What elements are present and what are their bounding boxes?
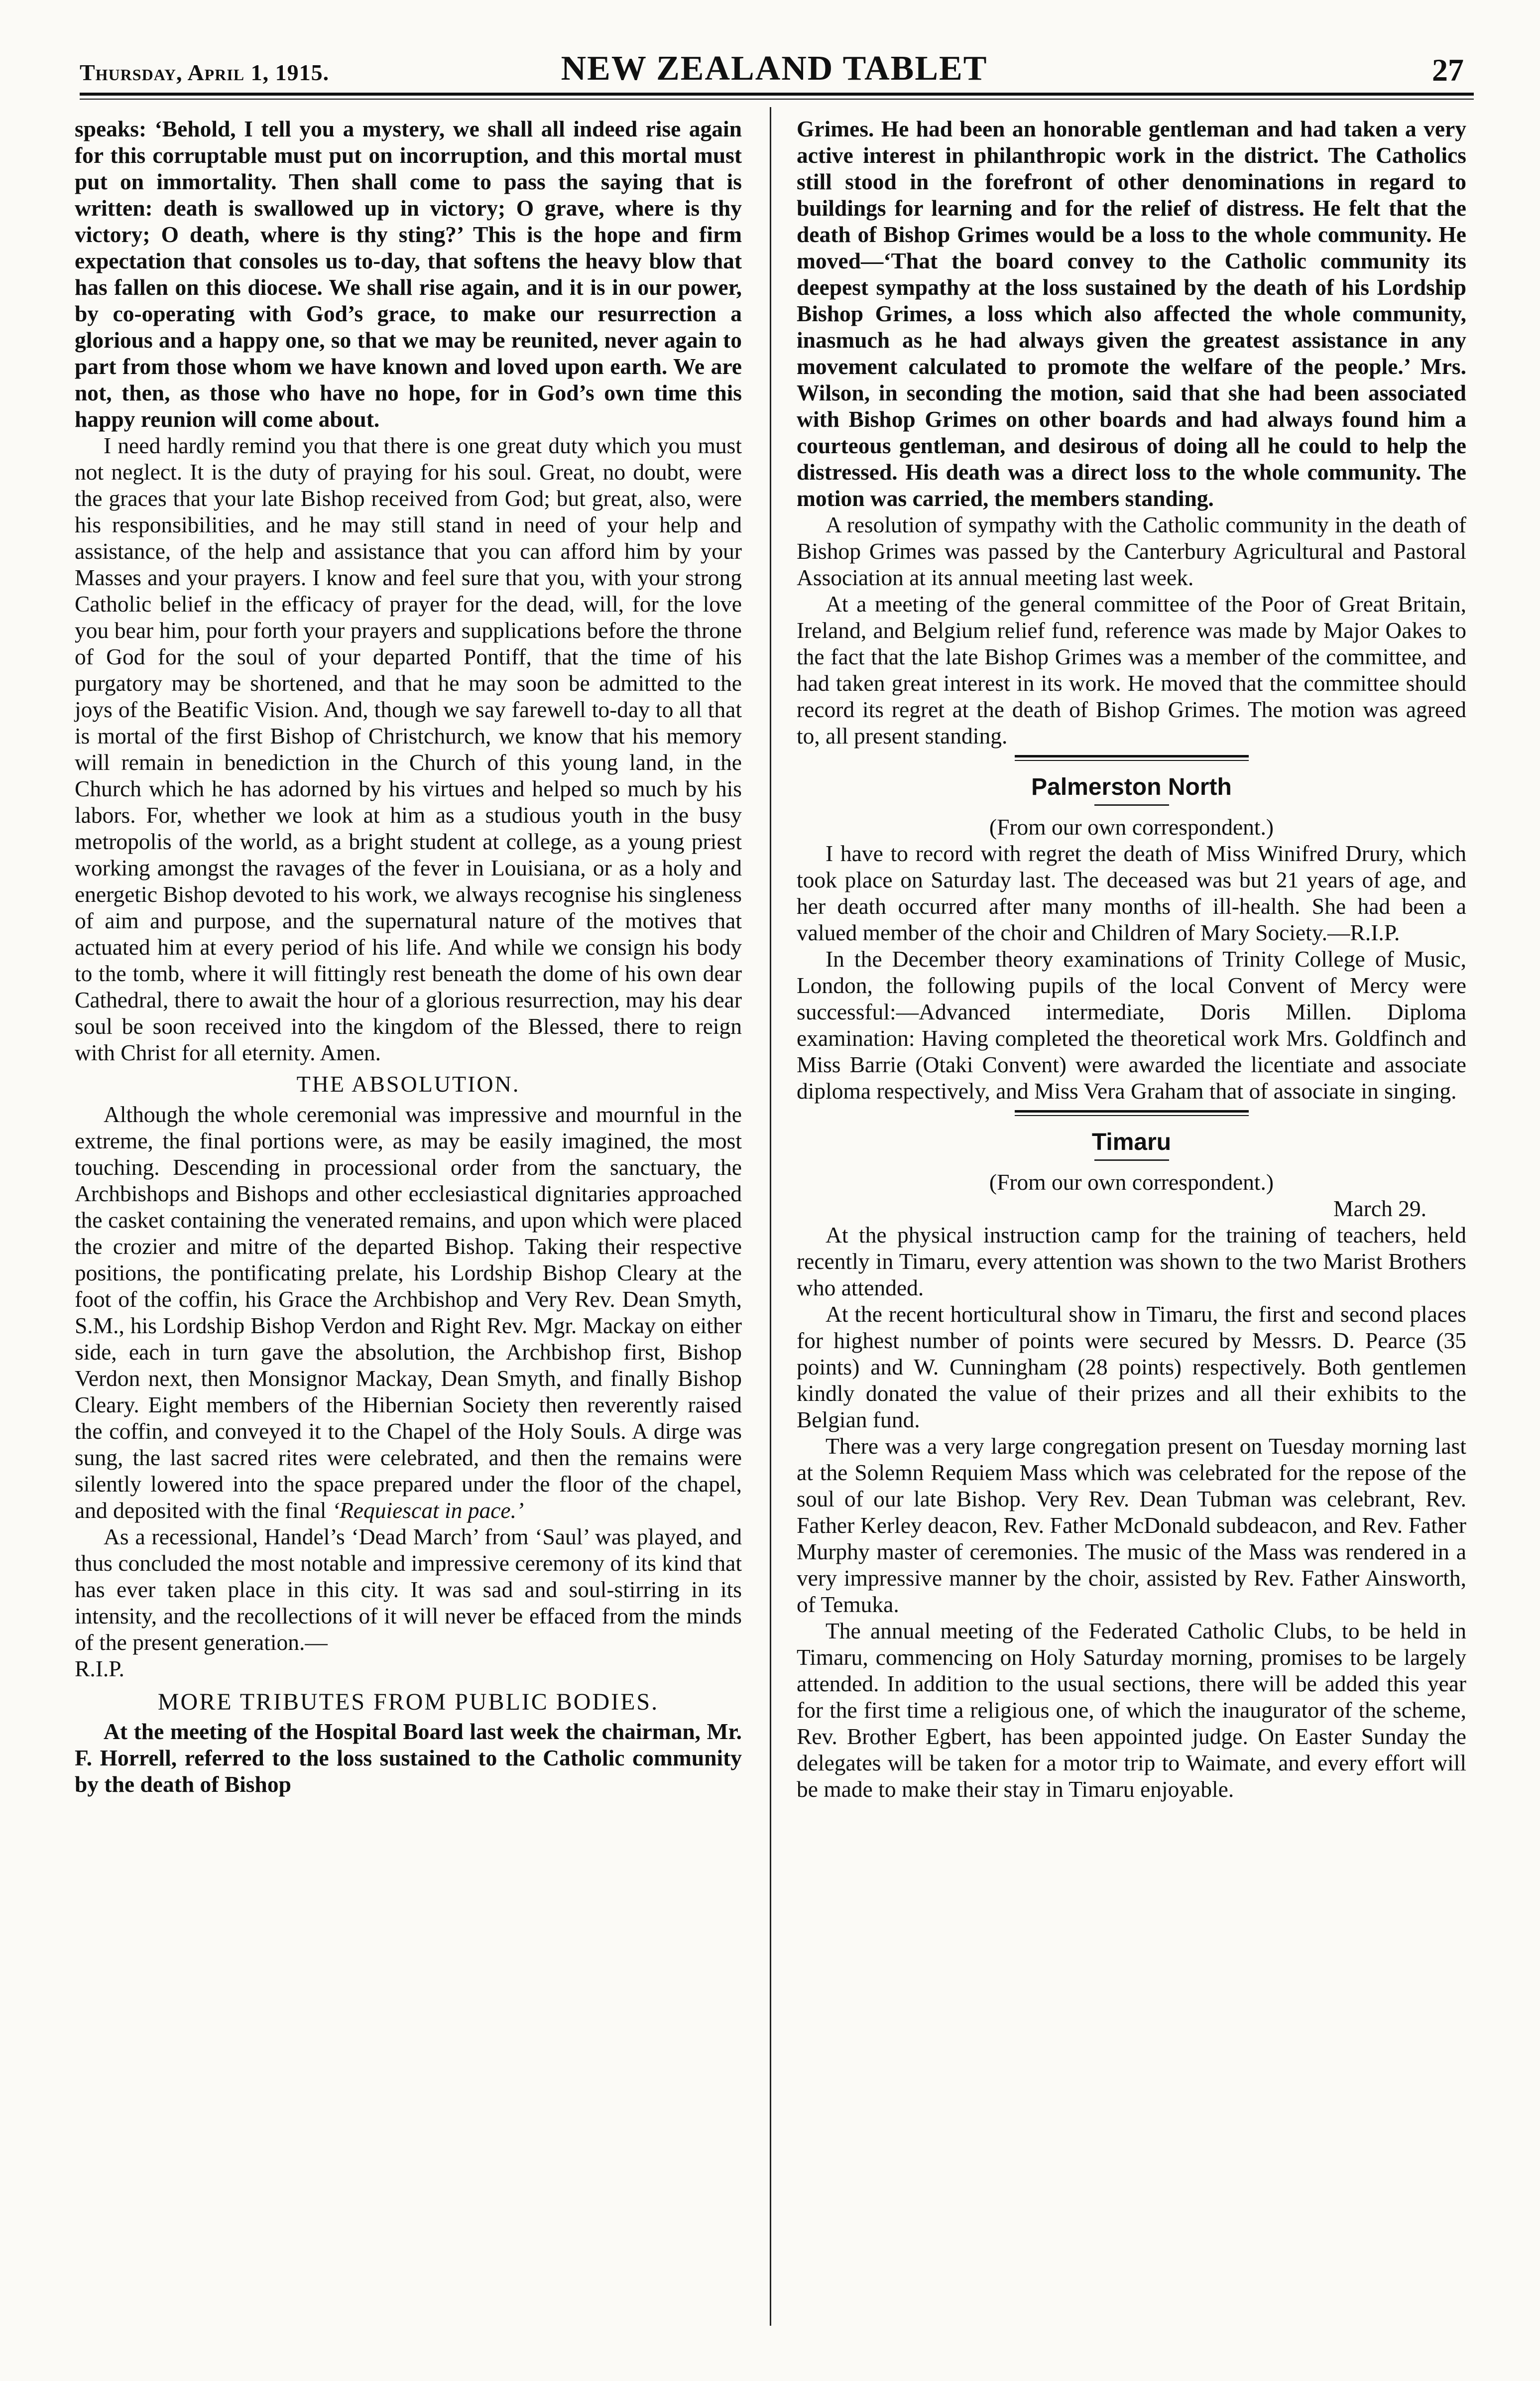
palmerston-correspondent: (From our own correspondent.) bbox=[989, 814, 1274, 840]
requiescat-quote: ‘Requiescat in pace.’ bbox=[332, 1498, 524, 1523]
timaru-requiem-paragraph: There was a very large congregation present on Tuesday morning last at the Solemn Requiem Mass which was celebrated for the repose of the soul of our late Bishop. Very Rev. Dean Tubman was celebrant, Rev. Father Kerley deacon, Rev. Father McDonald subdeacon, and Rev. Father Murphy master of ceremonies. The music of the Mass was rendered in a very impressive manner by the choir, assisted by Rev. Father Ainsworth, of Temuka. bbox=[797, 1433, 1466, 1617]
palmerston-exams-paragraph: In the December theory examinations of Trinity College of Music, London, the following pupils of the local Convent of Mercy were successful:—Advanced intermediate, Doris Millen. Diploma examination: Having completed the theoretical work Mrs. Goldfinch and Miss Barrie (Otaki Convent) were awarded the licentiate and associate diploma respectively, and Miss Vera Graham that of associate in singing. bbox=[797, 946, 1466, 1104]
absolution-heading: THE ABSOLUTION. bbox=[296, 1071, 520, 1097]
masthead bbox=[80, 50, 1469, 89]
issue-date: Thursday, April 1, 1915. bbox=[80, 60, 330, 85]
agricultural-association-paragraph: A resolution of sympathy with the Catholic community in the death of Bishop Grimes was passed by the Canterbury Agricultural and Pastoral Association at its annual meeting last week. bbox=[797, 512, 1466, 590]
section-divider bbox=[1015, 1110, 1249, 1116]
timaru-clubs-paragraph: The annual meeting of the Federated Catholic Clubs, to be held in Timaru, commencing on Holy Saturday morning, promises to be largely attended. In addition to the usual sections, there will be added this year for the first time a religious one, of which the inaugurator of the scheme, Rev. Brother Egbert, has been appointed judge. On Easter Sunday the delegates will be taken for a motor trip to Waimate, and every effort will be made to make their stay in Timaru enjoyable. bbox=[797, 1618, 1466, 1802]
left-column bbox=[75, 116, 742, 1797]
timaru-camp-paragraph: At the physical instruction camp for the training of teachers, held recently in Timaru, every attention was shown to the two Marist Brothers who attended. bbox=[797, 1222, 1466, 1300]
recessional-paragraph: As a recessional, Handel’s ‘Dead March’ from ‘Saul’ was played, and thus concluded the most notable and impressive ceremony of its kind that has ever taken place in this city. It was sad and soul-stirring in its intensity, and the recollections of it will never be effaced from the minds of the present generation.— bbox=[75, 1524, 742, 1655]
tributes-heading: MORE TRIBUTES FROM PUBLIC BODIES. bbox=[157, 1689, 659, 1715]
heading-rule bbox=[1094, 804, 1169, 806]
column-divider bbox=[770, 107, 771, 2326]
heading-rule bbox=[1094, 1159, 1169, 1161]
hospital-board-paragraph: At the meeting of the Hospital Board last week the chairman, Mr. F. Horrell, referred to the loss sustained to the Catholic community by the death of Bishop bbox=[75, 1719, 742, 1797]
prayer-duty-paragraph: I need hardly remind you that there is one great duty which you must not neglect. It is the duty of praying for his soul. Great, no doubt, were the graces that your late Bishop received from God; but great, also, were his responsibilities, and he may still stand in need of your help and assistance, of the help and assistance that you can afford him by your Masses and your prayers. I know and feel sure that you, with your strong Catholic belief in the efficacy of prayer for the dead, will, for the love you bear him, pour forth your prayers and supplications before the throne of God for the soul of your departed Pontiff, that the time of his purgatory may be shortened, and that he may soon be admitted to the joys of the Beatific Vision. And, though we say farewell to-day to all that is mortal of the first Bishop of Christchurch, we know that his memory will remain in benediction in the Church of this young land, in the Church which he has adorned by his virtues and helped so much by his labors. For, whether we look at him as a studious youth in the busy metropolis of the world, as a bright student at college, as a young priest working amongst the ravages of the fever in Louisiana, or as a holy and energetic Bishop devoted to his work, we always recognise his singleness of aim and purpose, and the supernatural nature of the motives that actuated him at every period of his life. And while we consign his body to the tomb, where it will fittingly rest beneath the dome of his own dear Cathedral, there to await the hour of a glorious resurrection, may his dear soul be soon received into the kingdom of the Blessed, there to reign with Christ for all eternity. Amen. bbox=[75, 433, 742, 1065]
sermon-conclusion-paragraph: speaks: ‘Behold, I tell you a mystery, we shall all indeed rise again for this corruptable must put on incorruption, and this mortal must put on immortality. Then shall come to pass the saying that is written: death is swallowed up in victory; O grave, where is thy victory; O death, where is thy sting?’ This is the hope and firm expectation that consoles us to-day, that softens the heavy blow that has fallen on this diocese. We shall rise again, and it is in our power, by co-operating with God’s grace, to make our resurrection a glorious and a happy one, so that we may be reunited, never again to part from those whom we have known and loved upon earth. We are not, then, as those who have no hope, for in God’s own time this happy reunion will come about. bbox=[75, 116, 742, 432]
publication-title: NEW ZEALAND TABLET bbox=[561, 49, 988, 88]
palmerston-north-heading: Palmerston North bbox=[1031, 774, 1232, 800]
relief-fund-paragraph: At a meeting of the general committee of the Poor of Great Britain, Ireland, and Belgium relief fund, reference was made by Major Oakes to the fact that the late Bishop Grimes was a member of the committee, and had taken great interest in its work. He moved that the committee should record its regret at the death of Bishop Grimes. The motion was agreed to, all present standing. bbox=[797, 591, 1466, 749]
timaru-horticultural-paragraph: At the recent horticultural show in Timaru, the first and second places for highest number of points were secured by Messrs. D. Pearce (35 points) and W. Cunningham (28 points) respectively. Both gentlemen kindly donated the value of their prizes and all their exhibits to the Belgian fund. bbox=[797, 1301, 1466, 1432]
section-divider bbox=[1015, 755, 1249, 761]
timaru-dateline: March 29. bbox=[1333, 1196, 1426, 1221]
timaru-correspondent: (From our own correspondent.) bbox=[989, 1169, 1274, 1195]
palmerston-obituary-paragraph: I have to record with regret the death of Miss Winifred Drury, which took place on Saturday last. The deceased was but 21 years of age, and her death occurred after many months of ill-health. She had been a valued member of the choir and Children of Mary Society.—R.I.P. bbox=[797, 841, 1466, 945]
timaru-heading: Timaru bbox=[1091, 1129, 1172, 1155]
absolution-text: Although the whole ceremonial was impressive and mournful in the extreme, the final portions were, as may be easily imagined, the most touching. Descending in processional order from the sanctuary, the Archbishops and Bishops and other ecclesiastical dignitaries approached the casket containing the venerated remains, and upon which were placed the crozier and mitre of the departed Bishop. Taking their respective positions, the pontificating prelate, his Lordship Bishop Cleary at the foot of the coffin, his Grace the Archbishop and Very Rev. Dean Smyth, S.M., his Lordship Bishop Verdon and Right Rev. Mgr. Mackay on either side, each in turn gave the absolution, the Archbishop first, Bishop Verdon next, then Monsignor Mackay, Dean Smyth, and finally Bishop Cleary. Eight members of the Hibernian Society then reverently raised the coffin, and conveyed it to the Chapel of the Holy Souls. A dirge was sung, the last sacred rites were celebrated, and then the remains were silently lowered into the space prepared under the floor of the chapel, and deposited with the final bbox=[75, 1102, 742, 1523]
absolution-paragraph bbox=[75, 1101, 742, 1523]
hospital-board-continued: Grimes. He had been an honorable gentleman and had taken a very active interest in philanthropic work in the district. The Catholics still stood in the forefront of other denominations in regard to buildings for learning and for the relief of distress. He felt that the death of Bishop Grimes would be a loss to the whole community. He moved—‘That the board convey to the Catholic community its deepest sympathy at the loss sustained by the death of his Lordship Bishop Grimes, a loss which also affected the whole community, inasmuch as he had always given the greatest assistance in any movement calculated to promote the welfare of the people.’ Mrs. Wilson, in seconding the motion, said that she had been associated with Bishop Grimes on other boards and had always found him a courteous gentleman, and desirous of doing all he could to help the distressed. His death was a direct loss to the whole community. The motion was carried, the members standing. bbox=[797, 116, 1466, 511]
masthead-rule bbox=[80, 93, 1474, 96]
right-column bbox=[797, 116, 1466, 1802]
page-number: 27 bbox=[1432, 52, 1464, 88]
rip-signoff: R.I.P. bbox=[75, 1656, 124, 1681]
masthead-rule-thin bbox=[80, 99, 1474, 100]
